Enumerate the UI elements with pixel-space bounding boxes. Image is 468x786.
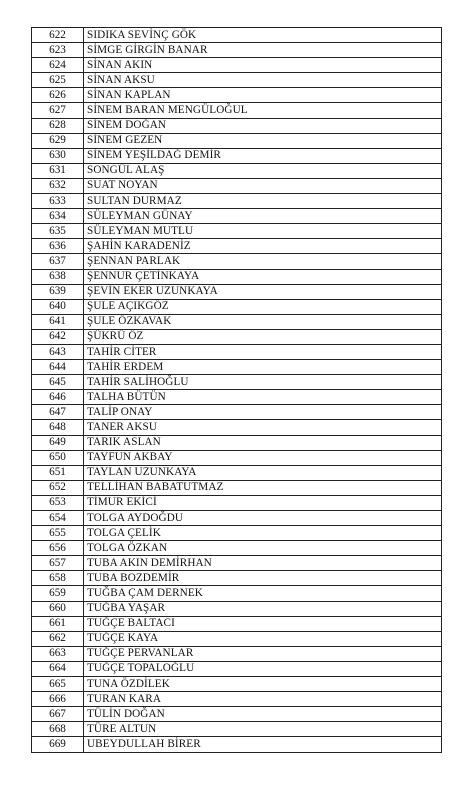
table-row xyxy=(32,707,442,722)
person-name-cell: SÜLEYMAN GÜNAY xyxy=(84,209,442,224)
row-number-cell: 654 xyxy=(32,511,84,526)
table-row xyxy=(32,284,442,299)
row-number-cell: 631 xyxy=(32,163,84,178)
person-name-cell: TUĞÇE PERVANLAR xyxy=(84,646,442,661)
person-name-cell: ŞÜKRÜ ÖZ xyxy=(84,329,442,344)
table-row xyxy=(32,194,442,209)
person-name-cell: SIDIKA SEVİNÇ GÖK xyxy=(84,28,442,43)
table-row xyxy=(32,118,442,133)
row-number-cell: 653 xyxy=(32,495,84,510)
row-number-cell: 663 xyxy=(32,646,84,661)
row-number-cell: 625 xyxy=(32,73,84,88)
row-number-cell: 667 xyxy=(32,707,84,722)
person-name-cell: TAYLAN UZUNKAYA xyxy=(84,465,442,480)
table-row xyxy=(32,631,442,646)
row-number-cell: 669 xyxy=(32,737,84,752)
table-row xyxy=(32,43,442,58)
row-number-cell: 650 xyxy=(32,450,84,465)
table-row xyxy=(32,163,442,178)
row-number-cell: 643 xyxy=(32,344,84,359)
row-number-cell: 664 xyxy=(32,661,84,676)
name-list-table xyxy=(31,27,442,753)
row-number-cell: 649 xyxy=(32,435,84,450)
row-number-cell: 651 xyxy=(32,465,84,480)
person-name-cell: TUĞBA YAŞAR xyxy=(84,601,442,616)
row-number-cell: 640 xyxy=(32,299,84,314)
row-number-cell: 665 xyxy=(32,677,84,692)
table-row xyxy=(32,148,442,163)
table-row xyxy=(32,737,442,752)
person-name-cell: SULTAN DURMAZ xyxy=(84,194,442,209)
person-name-cell: SİMGE GİRGİN BANAR xyxy=(84,43,442,58)
row-number-cell: 658 xyxy=(32,571,84,586)
table-row xyxy=(32,465,442,480)
table-row xyxy=(32,314,442,329)
table-row xyxy=(32,420,442,435)
table-row xyxy=(32,526,442,541)
row-number-cell: 632 xyxy=(32,178,84,193)
table-row xyxy=(32,344,442,359)
person-name-cell: SİNEM YEŞİLDAĞ DEMİR xyxy=(84,148,442,163)
person-name-cell: TUNA ÖZDİLEK xyxy=(84,677,442,692)
table-row xyxy=(32,88,442,103)
table-row xyxy=(32,495,442,510)
row-number-cell: 657 xyxy=(32,556,84,571)
person-name-cell: TANER AKSU xyxy=(84,420,442,435)
row-number-cell: 636 xyxy=(32,239,84,254)
row-number-cell: 641 xyxy=(32,314,84,329)
row-number-cell: 626 xyxy=(32,88,84,103)
row-number-cell: 668 xyxy=(32,722,84,737)
person-name-cell: TUĞÇE KAYA xyxy=(84,631,442,646)
table-row xyxy=(32,360,442,375)
row-number-cell: 646 xyxy=(32,390,84,405)
table-row xyxy=(32,435,442,450)
row-number-cell: 629 xyxy=(32,133,84,148)
row-number-cell: 652 xyxy=(32,480,84,495)
person-name-cell: TURAN KARA xyxy=(84,692,442,707)
table-row xyxy=(32,239,442,254)
row-number-cell: 628 xyxy=(32,118,84,133)
person-name-cell: TUBA BOZDEMİR xyxy=(84,571,442,586)
row-number-cell: 639 xyxy=(32,284,84,299)
person-name-cell: TUĞÇE TOPALOĞLU xyxy=(84,661,442,676)
table-row xyxy=(32,329,442,344)
person-name-cell: TOLGA AYDOĞDU xyxy=(84,511,442,526)
person-name-cell: TÜRE ALTUN xyxy=(84,722,442,737)
person-name-cell: TAHİR SALİHOĞLU xyxy=(84,375,442,390)
person-name-cell: TÜLİN DOĞAN xyxy=(84,707,442,722)
table-row xyxy=(32,616,442,631)
table-row xyxy=(32,28,442,43)
table-body xyxy=(32,28,442,753)
person-name-cell: TAHİR ERDEM xyxy=(84,360,442,375)
row-number-cell: 659 xyxy=(32,586,84,601)
table-row xyxy=(32,73,442,88)
person-name-cell: TALHA BÜTÜN xyxy=(84,390,442,405)
table-row xyxy=(32,692,442,707)
person-name-cell: TOLGA ÖZKAN xyxy=(84,541,442,556)
table-row xyxy=(32,586,442,601)
person-name-cell: SUAT NOYAN xyxy=(84,178,442,193)
row-number-cell: 655 xyxy=(32,526,84,541)
row-number-cell: 662 xyxy=(32,631,84,646)
person-name-cell: TARIK ASLAN xyxy=(84,435,442,450)
table-row xyxy=(32,722,442,737)
row-number-cell: 656 xyxy=(32,541,84,556)
table-row xyxy=(32,541,442,556)
table-row xyxy=(32,178,442,193)
person-name-cell: TUĞÇE BALTACI xyxy=(84,616,442,631)
table-row xyxy=(32,375,442,390)
row-number-cell: 633 xyxy=(32,194,84,209)
person-name-cell: TUBA AKIN DEMİRHAN xyxy=(84,556,442,571)
table-row xyxy=(32,601,442,616)
row-number-cell: 638 xyxy=(32,269,84,284)
person-name-cell: TUĞBA ÇAM DERNEK xyxy=(84,586,442,601)
row-number-cell: 644 xyxy=(32,360,84,375)
person-name-cell: TOLGA ÇELİK xyxy=(84,526,442,541)
person-name-cell: SONGÜL ALAŞ xyxy=(84,163,442,178)
table-row xyxy=(32,571,442,586)
row-number-cell: 624 xyxy=(32,58,84,73)
row-number-cell: 622 xyxy=(32,28,84,43)
row-number-cell: 660 xyxy=(32,601,84,616)
table-row xyxy=(32,450,442,465)
person-name-cell: SİNAN KAPLAN xyxy=(84,88,442,103)
table-row xyxy=(32,480,442,495)
table-row xyxy=(32,661,442,676)
table-row xyxy=(32,511,442,526)
row-number-cell: 645 xyxy=(32,375,84,390)
table-row xyxy=(32,556,442,571)
table-row xyxy=(32,103,442,118)
person-name-cell: SİNAN AKIN xyxy=(84,58,442,73)
table-row xyxy=(32,269,442,284)
table-row xyxy=(32,646,442,661)
person-name-cell: ŞENNAN PARLAK xyxy=(84,254,442,269)
person-name-cell: SİNEM DOĞAN xyxy=(84,118,442,133)
person-name-cell: ŞULE AÇIKGÖZ xyxy=(84,299,442,314)
row-number-cell: 623 xyxy=(32,43,84,58)
person-name-cell: ŞENNUR ÇETİNKAYA xyxy=(84,269,442,284)
person-name-cell: TİMUR EKİCİ xyxy=(84,495,442,510)
person-name-cell: TAYFUN AKBAY xyxy=(84,450,442,465)
row-number-cell: 642 xyxy=(32,329,84,344)
table-row xyxy=(32,209,442,224)
table-row xyxy=(32,133,442,148)
table-row xyxy=(32,390,442,405)
row-number-cell: 647 xyxy=(32,405,84,420)
row-number-cell: 635 xyxy=(32,224,84,239)
person-name-cell: SİNEM BARAN MENGÜLOĞUL xyxy=(84,103,442,118)
person-name-cell: ŞAHİN KARADENİZ xyxy=(84,239,442,254)
table-row xyxy=(32,254,442,269)
table-row xyxy=(32,405,442,420)
row-number-cell: 630 xyxy=(32,148,84,163)
row-number-cell: 648 xyxy=(32,420,84,435)
person-name-cell: TAHİR CİTER xyxy=(84,344,442,359)
row-number-cell: 637 xyxy=(32,254,84,269)
row-number-cell: 634 xyxy=(32,209,84,224)
row-number-cell: 666 xyxy=(32,692,84,707)
person-name-cell: SİNEM GEZEN xyxy=(84,133,442,148)
person-name-cell: SİNAN AKSU xyxy=(84,73,442,88)
row-number-cell: 627 xyxy=(32,103,84,118)
person-name-cell: ŞULE ÖZKAVAK xyxy=(84,314,442,329)
table-row xyxy=(32,299,442,314)
person-name-cell: SÜLEYMAN MUTLU xyxy=(84,224,442,239)
row-number-cell: 661 xyxy=(32,616,84,631)
table-row xyxy=(32,58,442,73)
person-name-cell: TALİP ONAY xyxy=(84,405,442,420)
person-name-cell: TELLİHAN BABATUTMAZ xyxy=(84,480,442,495)
table-row xyxy=(32,677,442,692)
person-name-cell: UBEYDULLAH BİRER xyxy=(84,737,442,752)
person-name-cell: ŞEVİN EKER UZUNKAYA xyxy=(84,284,442,299)
table-row xyxy=(32,224,442,239)
